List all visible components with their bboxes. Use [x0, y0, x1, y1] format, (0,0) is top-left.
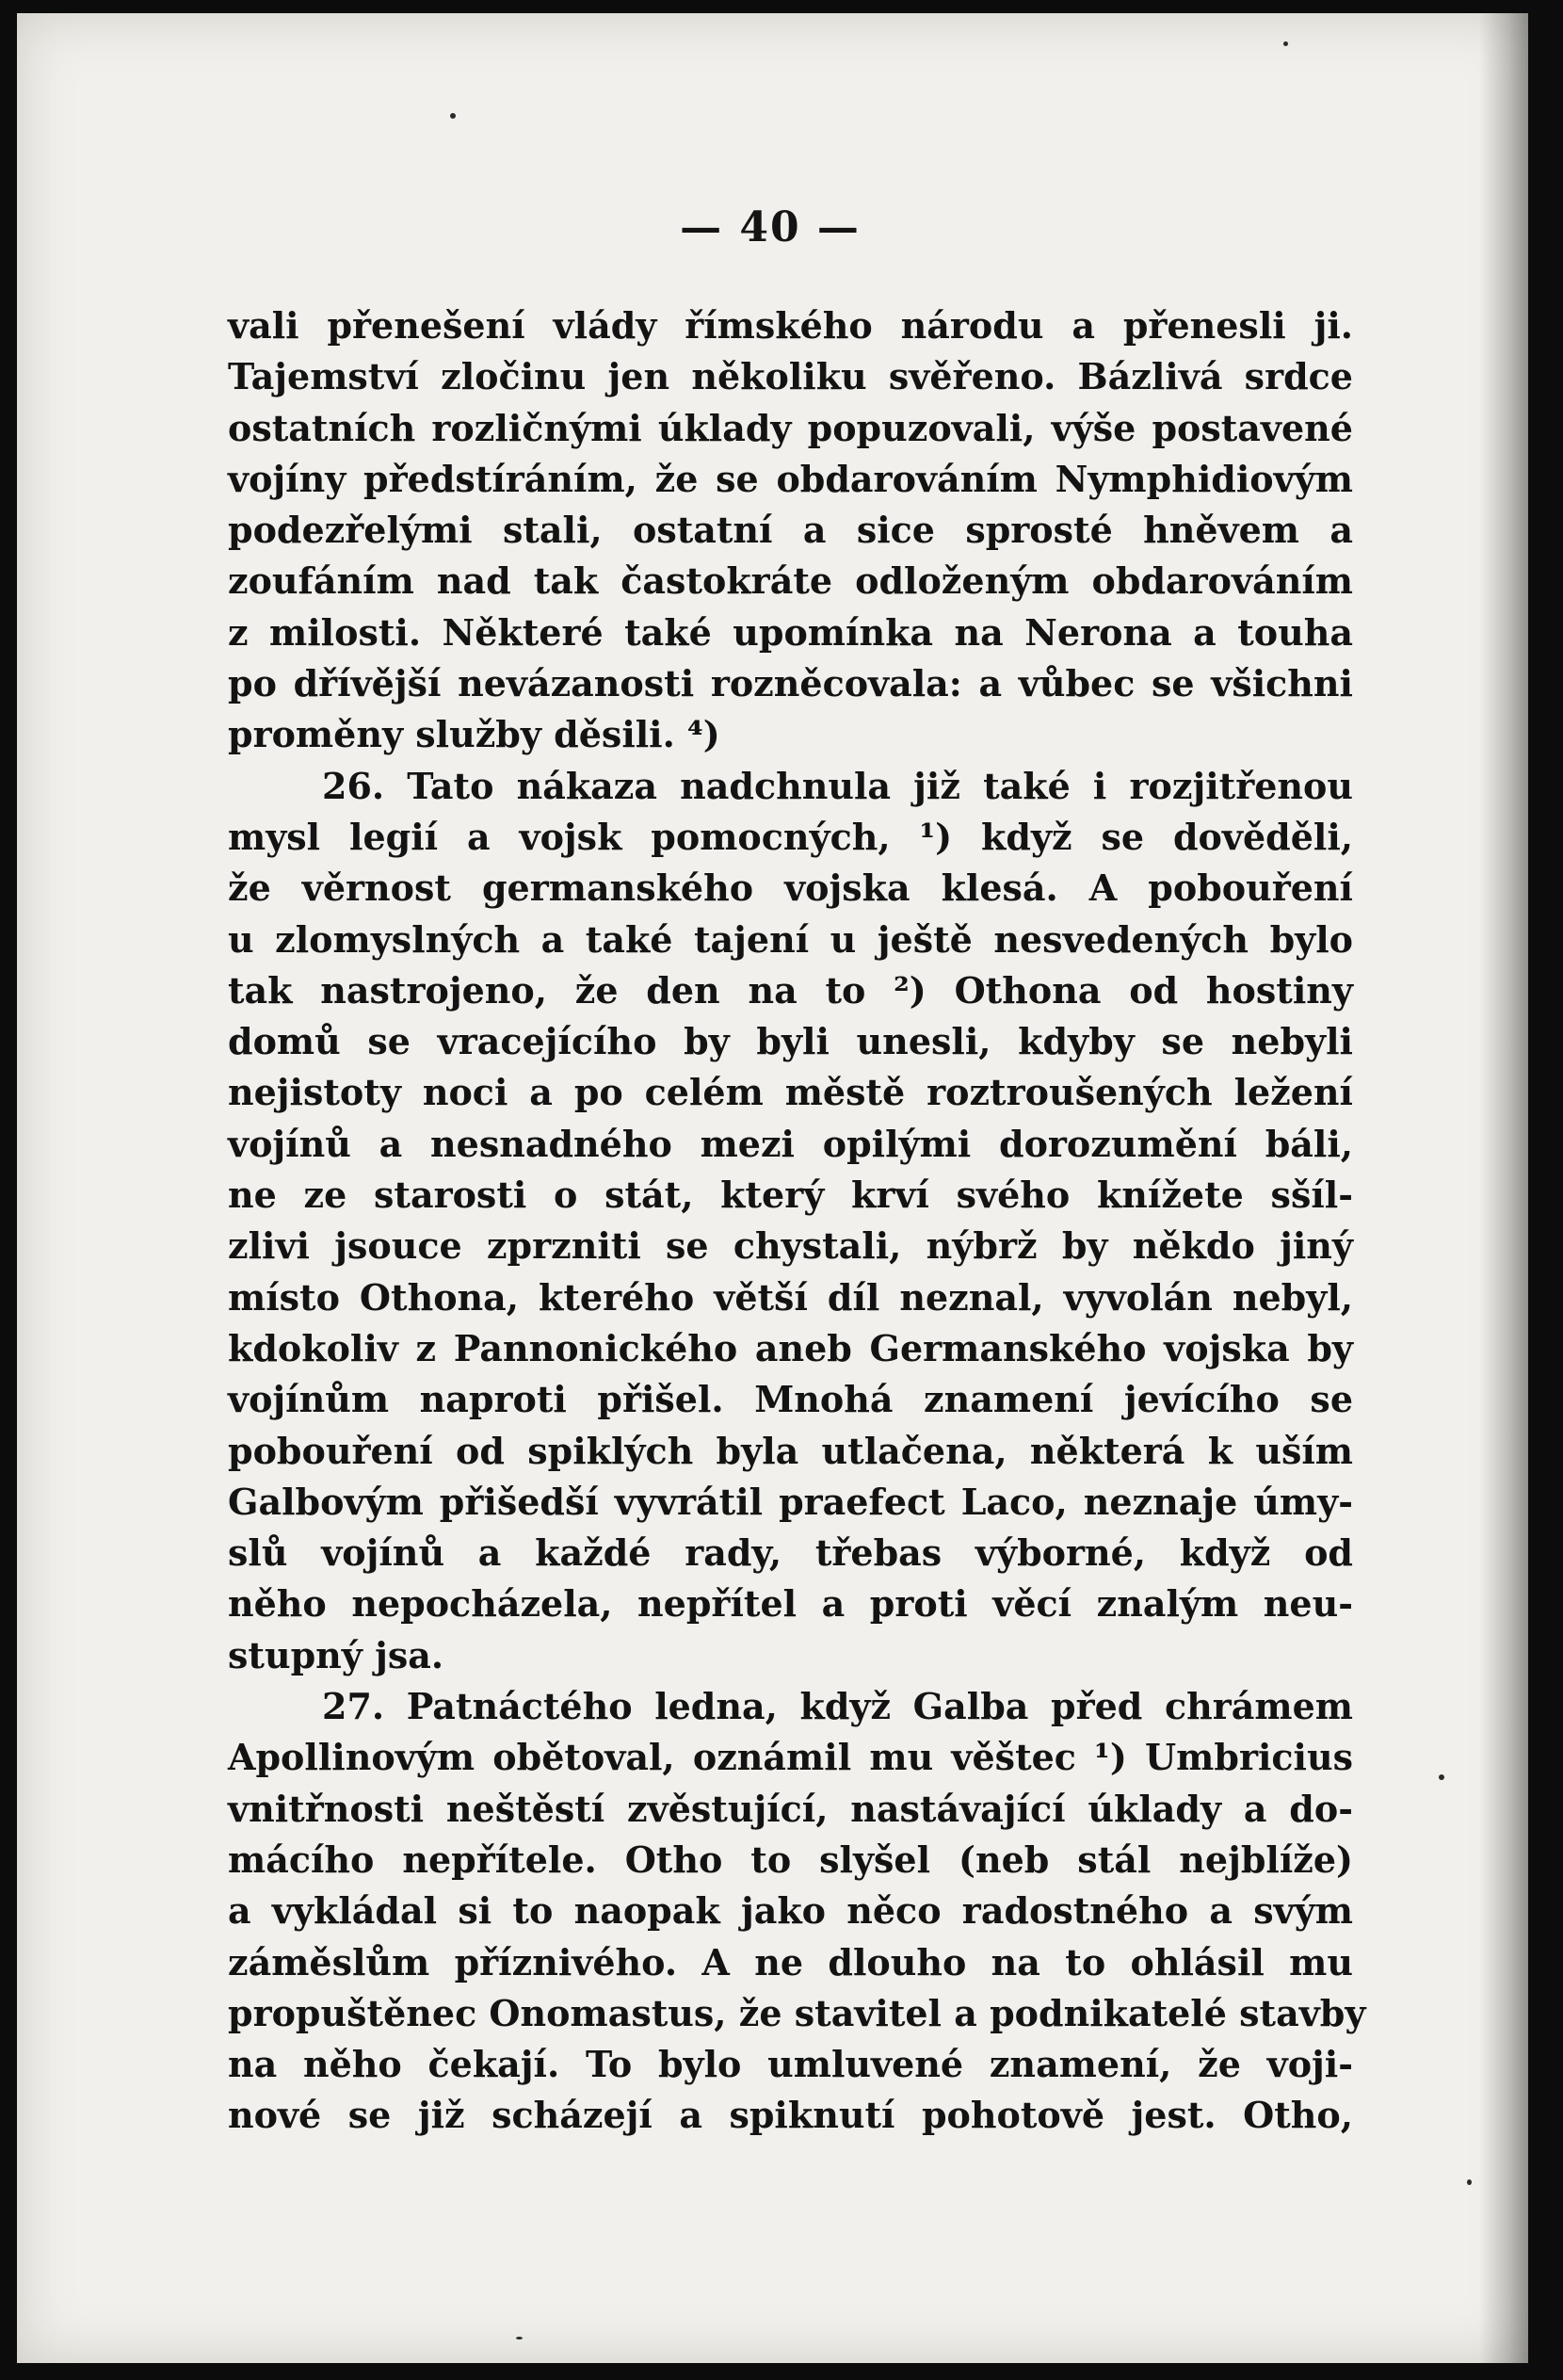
text-line: slů vojínů a každé rady, třebas výborné, když od [228, 1531, 1353, 1575]
text-line: záměslům příznivého. A ne dlouho na to ohlásil mu [228, 1940, 1353, 1983]
text-line: zoufáním nad tak častokráte odloženým obdarováním [228, 559, 1353, 603]
text-line: proměny služby děsili. ⁴) [228, 713, 720, 756]
text-line: vali přenešení vlády římského národu a přenesli ji. [228, 304, 1353, 347]
paper-speck [516, 2337, 523, 2340]
paper-speck [1283, 41, 1288, 46]
text-line: podezřelými stali, ostatní a sice sprosté hněvem a [228, 509, 1353, 552]
text-line: tak nastrojeno, že den na to ²) Othona od hostiny [228, 968, 1353, 1012]
text-line: domů se vracejícího by byli unesli, kdyby se nebyli [228, 1020, 1353, 1063]
paragraph-26-start: 26. Tato nákaza nadchnula již také i rozjitřenou [322, 764, 1353, 807]
text-line: a vykládal si to naopak jako něco radostného a svým [228, 1889, 1353, 1933]
text-line: na něho čekají. To bylo umluvené znamení, že voji- [228, 2043, 1353, 2086]
text-line: propuštěnec Onomastus, že stavitel a podnikatelé stavby [228, 1991, 1366, 2034]
text-line: Galbovým přišedší vyvrátil praefect Laco, neznaje úmy- [228, 1480, 1353, 1523]
text-line: místo Othona, kterého větší díl neznal, vyvolán nebyl, [228, 1275, 1353, 1319]
text-line: stupný jsa. [228, 1633, 444, 1676]
text-line: mácího nepřítele. Otho to slyšel (neb stál nejblíže) [228, 1838, 1353, 1881]
text-line: vnitřnosti neštěstí zvěstující, nastávající úklady a do- [228, 1787, 1353, 1830]
text-line: mysl legií a vojsk pomocných, ¹) když se dověděli, [228, 815, 1353, 858]
text-line: ne ze starosti o stát, který krví svého knížete sšíl- [228, 1174, 1353, 1217]
text-line: vojíny předstíráním, že se obdarováním Nymphidiovým [228, 457, 1353, 500]
text-line: u zlomyslných a také tajení u ještě nesvedených bylo [228, 917, 1353, 961]
text-line: ostatních rozličnými úklady popuzovali, výše postavené [228, 406, 1353, 449]
page-number: — 40 — [680, 203, 861, 251]
text-line: vojínům naproti přišel. Mnohá znamení jevícího se [228, 1378, 1353, 1421]
body-text [228, 300, 1366, 2142]
paper-speck [1467, 2179, 1472, 2185]
text-line: že věrnost germanského vojska klesá. A pobouření [228, 866, 1353, 910]
text-line: nové se již scházejí a spiknutí pohotově jest. Otho, [228, 2094, 1353, 2137]
text-line: něho nepocházela, nepřítel a proti věcí znalým neu- [228, 1582, 1353, 1626]
text-line: zlivi jsouce zprzniti se chystali, nýbrž by někdo jiný [228, 1224, 1353, 1268]
text-line: kdokoliv z Pannonického aneb Germanského vojska by [228, 1326, 1353, 1369]
text-line: Tajemství zločinu jen několiku svěřeno. Bázlivá srdce [228, 355, 1353, 398]
page-edge-shadow [1479, 13, 1528, 2363]
text-line: nejistoty noci a po celém městě roztroušených ležení [228, 1071, 1353, 1114]
paper-speck [1439, 1774, 1444, 1780]
text-line: Apollinovým obětoval, oznámil mu věštec ¹) Umbricius [228, 1736, 1353, 1779]
text-line: po dřívější nevázanosti rozněcovala: a vůbec se všichni [228, 662, 1353, 705]
paragraph-27-start: 27. Patnáctého ledna, když Galba před chrámem [322, 1685, 1353, 1728]
text-line: pobouření od spiklých byla utlačena, některá k uším [228, 1429, 1353, 1472]
paper-speck [450, 113, 456, 119]
book-page [17, 13, 1528, 2363]
text-line: vojínů a nesnadného mezi opilými dorozumění báli, [228, 1122, 1353, 1165]
text-line: z milosti. Některé také upomínka na Nerona a touha [228, 610, 1353, 654]
